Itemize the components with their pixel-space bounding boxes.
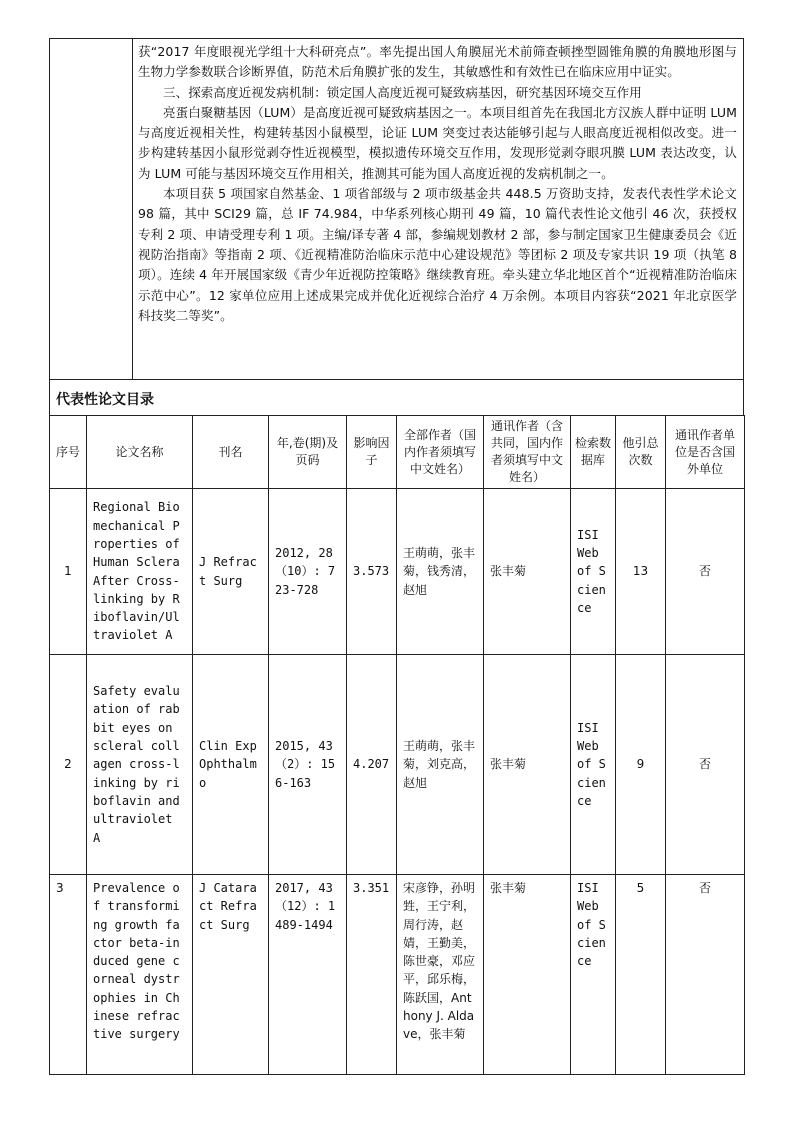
table-row: [50, 655, 745, 875]
row-corresponding: 张丰菊: [484, 875, 571, 1075]
row-foreign: 否: [666, 489, 745, 655]
row-impact-factor: 3.573: [347, 489, 397, 655]
header-year: 年,卷(期)及页码: [269, 416, 347, 489]
header-database: 检索数据库: [571, 416, 616, 489]
row-journal: J Cataract Refract Surg: [193, 875, 269, 1075]
row-title: Prevalence of transforming growth factor beta-induced gene corneal dystrophies in Chinese refractive surgery: [87, 875, 193, 1075]
summary-paragraph-funding: 本项目获 5 项国家自然基金、1 项省部级与 2 项市级基金共 448.5 万资助支持，发表代表性学术论文 98 篇，其中 SCI29 篇，总 IF 74.984，中华系列核心期刊 49 篇，10 篇代表性论文他引 46 次，获授权专利 2 项、申请受理专利 1 项。主编/译专著 4 部，参编规划教材 2 部，参与制定国家卫生健康委员会《近视防治指南》等指南 2 项、《近视精准防治临床示范中心建设规范》等团标 2 项及专家共识 19 项（执笔 8 项）。连续 4 年开展国家级《青少年近视防控策略》继续教育班。牵头建立华北地区首个“近视精准防治临床示范中心”。12 家单位应用上述成果完成并优化近视综合治疗 4 万余例。本项目内容获“2021 年北京医学科技奖二等奖”。: [138, 186, 737, 323]
summary-paragraph-lum: 亮蛋白聚糖基因（LUM）是高度近视可疑致病基因之一。本项目组首先在我国北方汉族人群中证明 LUM 与高度近视相关性，构建转基因小鼠模型，论证 LUM 突变过表达能够引起与人眼高度近视相似改变。进一步构建转基因小鼠形觉剥夺性近视模型，模拟遗传环境交互作用，发现形觉剥夺眼巩膜 LUM 表达改变，认为 LUM 可能与基因环境交互作用相关，推测其可能为国人高度近视的发病机制之一。: [138, 104, 737, 181]
row-journal: Clin Exp Ophthalmo: [193, 655, 269, 875]
row-no: 3: [50, 875, 87, 1075]
summary-content: [138, 42, 737, 326]
header-citations: 他引总次数: [616, 416, 666, 489]
row-authors: 宋彦铮，孙明甡，王宁利，周行涛，赵婧，王勤美，陈世豪，邓应平，邱乐梅，陈跃国，Anthony J. Aldave，张丰菊: [397, 875, 484, 1075]
row-year: 2017, 43（12）: 1489-1494: [269, 875, 347, 1075]
row-foreign: 否: [666, 875, 745, 1075]
header-no: 序号: [50, 416, 87, 489]
summary-heading-3: 三、探索高度近视发病机制：锁定国人高度近视可疑致病基因，研究基因环境交互作用: [163, 84, 642, 100]
row-citations: 5: [616, 875, 666, 1075]
header-journal: 刊名: [193, 416, 269, 489]
row-title: Safety evaluation of rabbit eyes on scleral collagen cross-linking by riboflavin and ultraviolet A: [87, 655, 193, 875]
table-header-row: [50, 416, 745, 489]
row-impact-factor: 4.207: [347, 655, 397, 875]
summary-paragraph-1: 获“2017 年度眼视光学组十大科研亮点”。率先提出国人角膜屈光术前筛查顿挫型圆锥角膜的角膜地形图与生物力学参数联合诊断界值，防范术后角膜扩张的发生，其敏感性和有效性已在临床应用中证实。: [138, 44, 737, 80]
row-database: ISI Web of Science: [571, 489, 616, 655]
row-no: 2: [50, 655, 87, 875]
row-title: Regional Biomechanical Properties of Human Sclera After Cross-linking by Riboflavin/Ultraviolet A: [87, 489, 193, 655]
row-citations: 13: [616, 489, 666, 655]
header-impact-factor: 影响因子: [347, 416, 397, 489]
header-foreign: 通讯作者单位是否含国外单位: [666, 416, 745, 489]
row-corresponding: 张丰菊: [484, 489, 571, 655]
row-database: ISI Web of Science: [571, 875, 616, 1075]
row-database: ISI Web of Science: [571, 655, 616, 875]
row-authors: 王萌萌，张丰菊，刘克高，赵旭: [397, 655, 484, 875]
row-year: 2015, 43（2）: 156-163: [269, 655, 347, 875]
row-impact-factor: 3.351: [347, 875, 397, 1075]
header-authors: 全部作者（国内作者须填写中文姓名）: [397, 416, 484, 489]
table-row: [50, 489, 745, 655]
row-citations: 9: [616, 655, 666, 875]
project-summary-box: [49, 38, 744, 380]
papers-table: [49, 415, 745, 1075]
row-corresponding: 张丰菊: [484, 655, 571, 875]
row-authors: 王萌萌，张丰菊，钱秀清，赵旭: [397, 489, 484, 655]
row-foreign: 否: [666, 655, 745, 875]
header-title: 论文名称: [87, 416, 193, 489]
section-title: 代表性论文目录: [49, 380, 744, 416]
row-journal: J Refract Surg: [193, 489, 269, 655]
header-corresponding: 通讯作者（含共同，国内作者须填写中文姓名）: [484, 416, 571, 489]
row-no: 1: [50, 489, 87, 655]
row-year: 2012, 28（10）: 723-728: [269, 489, 347, 655]
summary-left-column: [50, 39, 133, 379]
table-row: [50, 875, 745, 1075]
